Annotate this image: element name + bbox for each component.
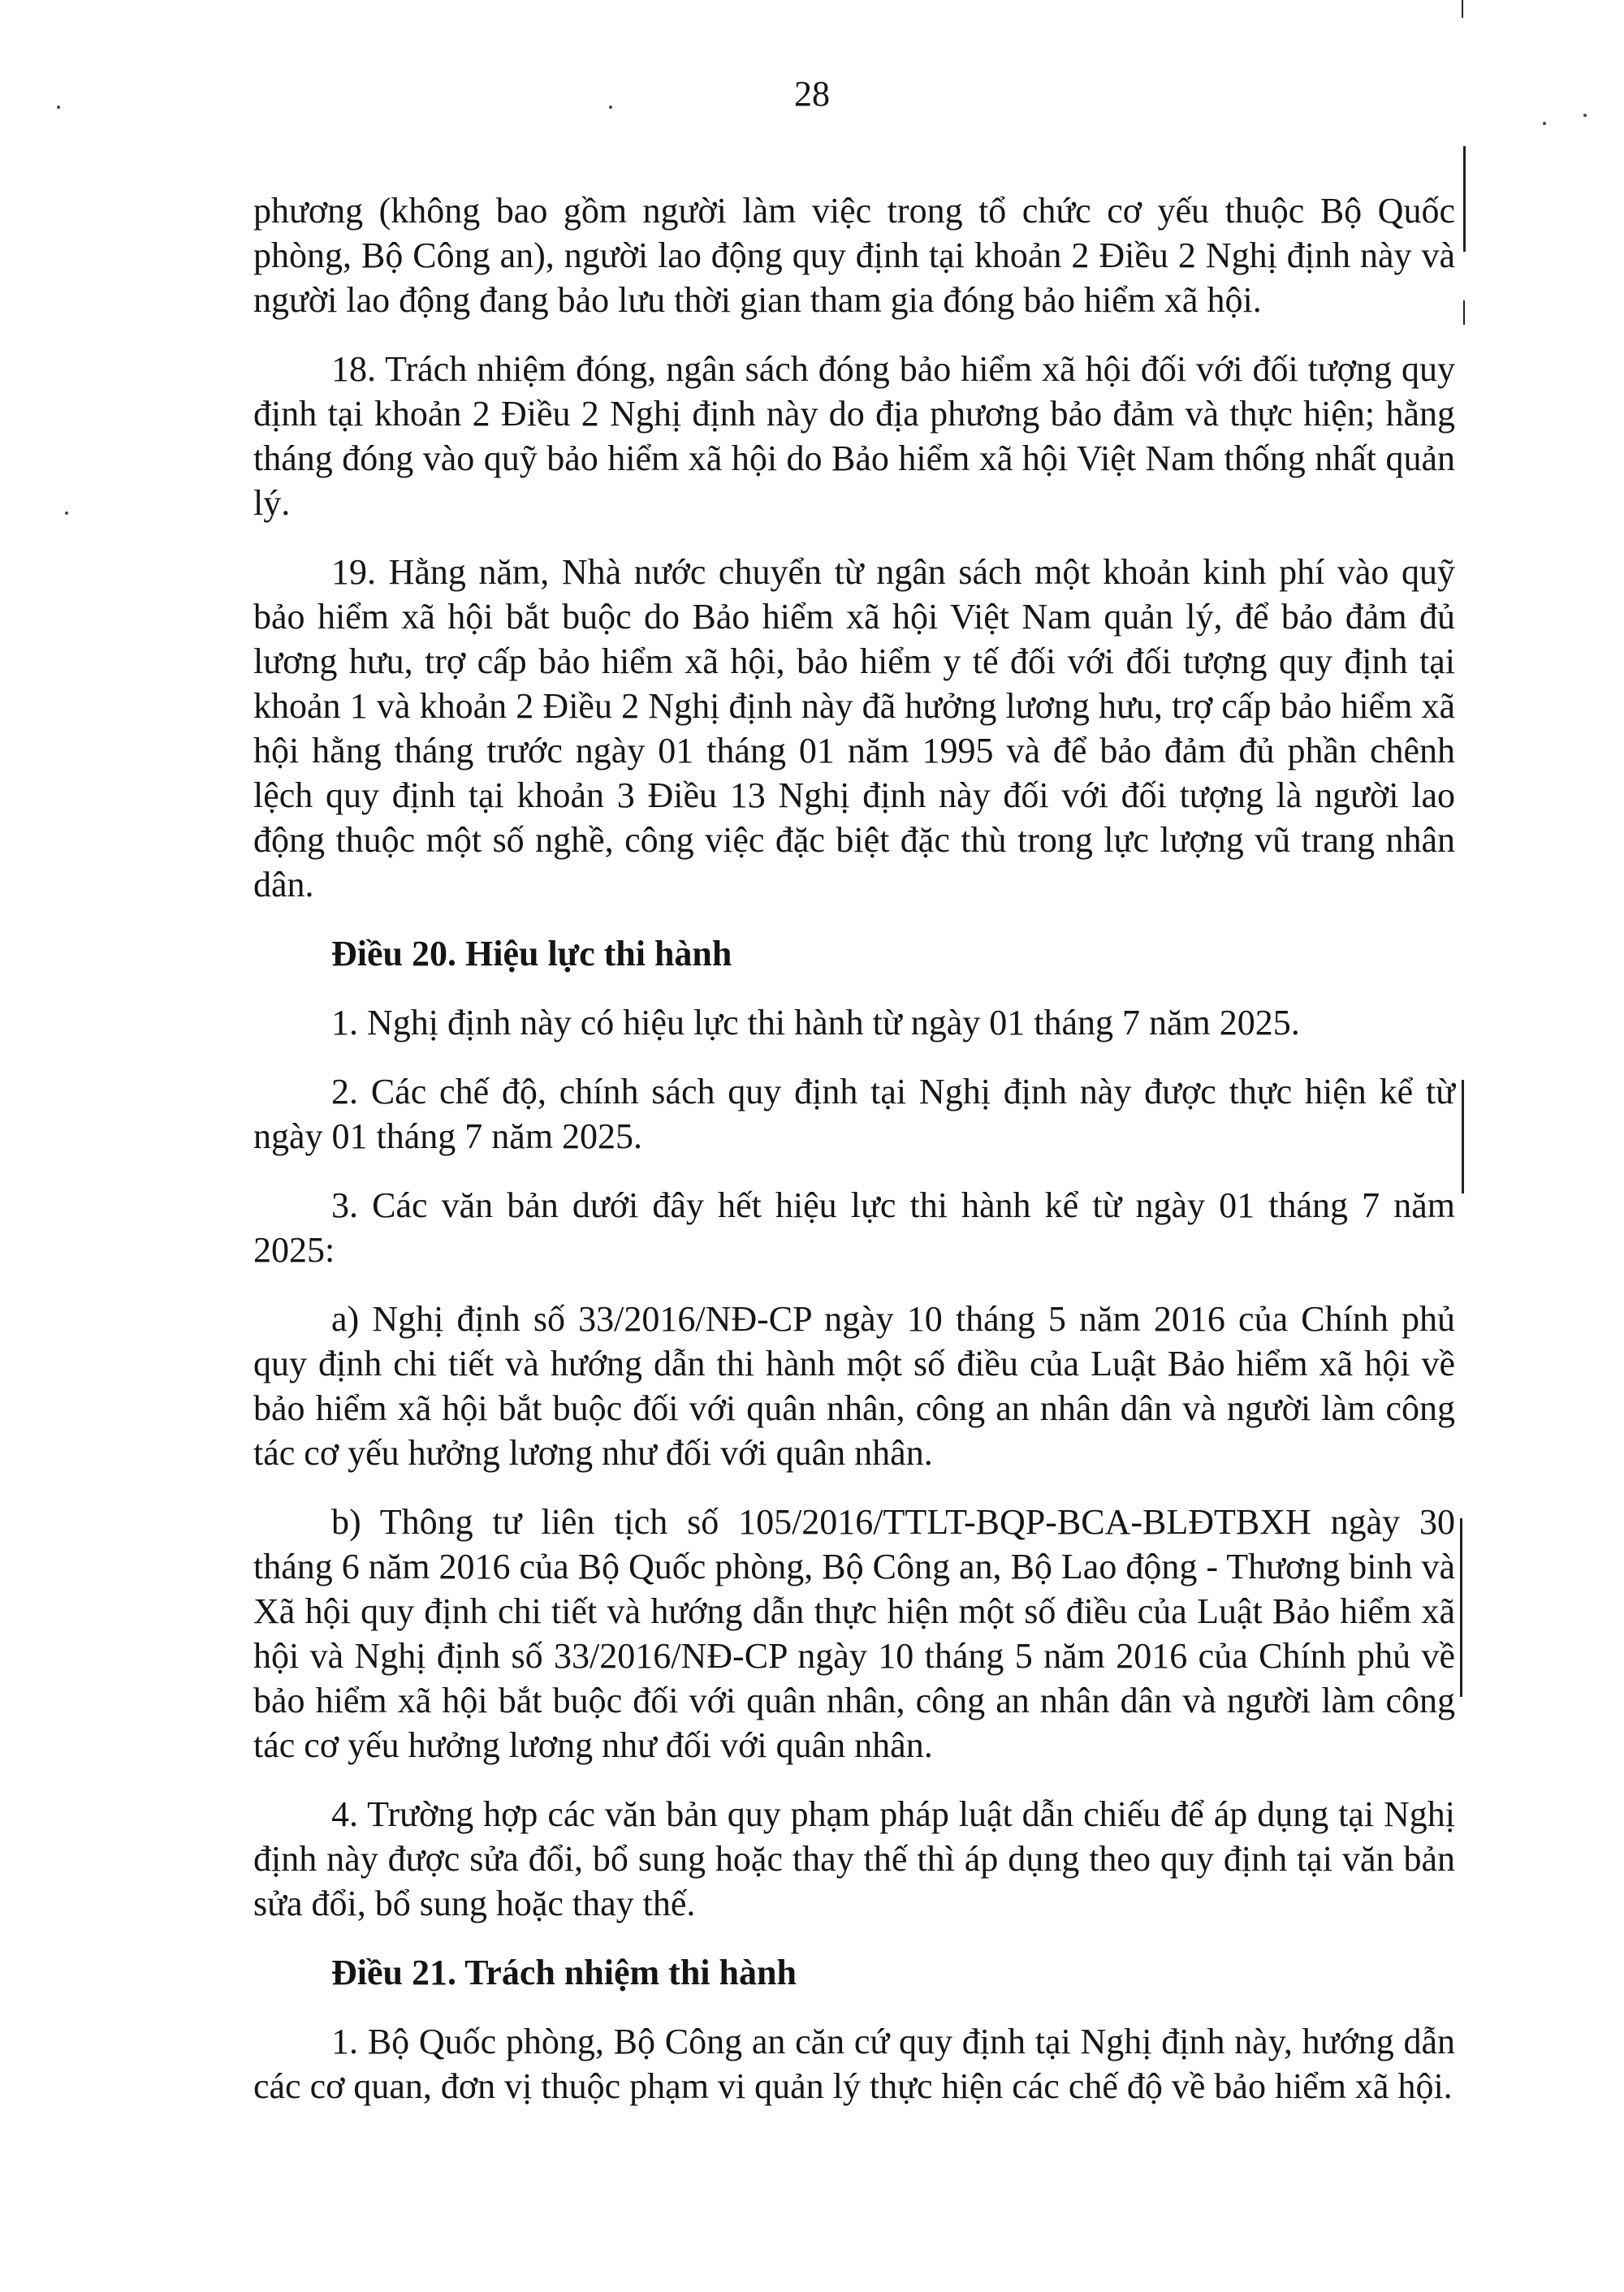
article-20-item-1: 1. Nghị định này có hiệu lực thi hành từ ngày 01 tháng 7 năm 2025. bbox=[331, 1003, 1300, 1042]
article-20-item-3b: b) Thông tư liên tịch số 105/2016/TTLT-BQP-BCA-BLĐTBXH ngày 30 tháng 6 năm 2016 của Bộ Quốc phòng, Bộ Công an, Bộ Lao động - Thương binh và Xã hội quy định chi tiết và hướng dẫn thực hiện một số điều của Luật Bảo hiểm xã hội và Nghị định số 33/2016/NĐ-CP ngày 10 tháng 5 năm 2016 của Chính phủ về bảo hiểm xã hội bắt buộc đối với quân nhân, công an nhân dân và người làm công tác cơ yếu hưởng lương như đối với quân nhân. bbox=[253, 1502, 1455, 1765]
article-21-heading: Điều 21. Trách nhiệm thi hành bbox=[331, 1953, 797, 1992]
paragraph-item-19: 19. Hằng năm, Nhà nước chuyển từ ngân sách một khoản kinh phí vào quỹ bảo hiểm xã hội bắt buộc do Bảo hiểm xã hội Việt Nam quản lý, để bảo đảm đủ lương hưu, trợ cấp bảo hiểm xã hội, bảo hiểm y tế đối với đối tượng quy định tại khoản 1 và khoản 2 Điều 2 Nghị định này đã hưởng lương hưu, trợ cấp bảo hiểm xã hội hằng tháng trước ngày 01 tháng 01 năm 1995 và để bảo đảm đủ phần chênh lệch quy định tại khoản 3 Điều 13 Nghị định này đối với đối tượng là người lao động thuộc một số nghề, công việc đặc biệt đặc thù trong lực lượng vũ trang nhân dân. bbox=[253, 552, 1455, 904]
article-20-item-4: 4. Trường hợp các văn bản quy phạm pháp luật dẫn chiếu để áp dụng tại Nghị định này được sửa đổi, bổ sung hoặc thay thế thì áp dụng theo quy định tại văn bản sửa đổi, bổ sung hoặc thay thế. bbox=[253, 1794, 1455, 1923]
scan-speck bbox=[609, 106, 612, 109]
scan-edge-line bbox=[1460, 1518, 1462, 1697]
document-body bbox=[253, 188, 1455, 2133]
article-20-item-3: 3. Các văn bản dưới đây hết hiệu lực thi hành kể từ ngày 01 tháng 7 năm 2025: bbox=[253, 1185, 1455, 1270]
scan-speck bbox=[65, 511, 68, 515]
scan-speck bbox=[1583, 114, 1587, 117]
scan-edge-line bbox=[1463, 300, 1465, 325]
scan-edge-line bbox=[1462, 1080, 1464, 1193]
paragraph-item-18: 18. Trách nhiệm đóng, ngân sách đóng bảo hiểm xã hội đối với đối tượng quy định tại khoản 2 Điều 2 Nghị định này do địa phương bảo đảm và thực hiện; hằng tháng đóng vào quỹ bảo hiểm xã hội do Bảo hiểm xã hội Việt Nam thống nhất quản lý. bbox=[253, 349, 1455, 523]
scan-edge-line bbox=[1463, 146, 1466, 252]
scan-speck bbox=[57, 106, 60, 109]
article-20-item-3a: a) Nghị định số 33/2016/NĐ-CP ngày 10 tháng 5 năm 2016 của Chính phủ quy định chi tiết và hướng dẫn thi hành một số điều của Luật Bảo hiểm xã hội về bảo hiểm xã hội bắt buộc đối với quân nhân, công an nhân dân và người làm công tác cơ yếu hưởng lương như đối với quân nhân. bbox=[253, 1299, 1455, 1473]
article-21-item-1: 1. Bộ Quốc phòng, Bộ Công an căn cứ quy định tại Nghị định này, hướng dẫn các cơ quan, đơn vị thuộc phạm vi quản lý thực hiện các chế độ về bảo hiểm xã hội. bbox=[253, 2022, 1455, 2106]
page-number: 28 bbox=[794, 74, 830, 114]
scan-edge-line bbox=[1462, 0, 1463, 18]
paragraph-continuation: phương (không bao gồm người làm việc trong tổ chức cơ yếu thuộc Bộ Quốc phòng, Bộ Công an), người lao động quy định tại khoản 2 Điều 2 Nghị định này và người lao động đang bảo lưu thời gian tham gia đóng bảo hiểm xã hội. bbox=[253, 191, 1455, 320]
article-20-heading: Điều 20. Hiệu lực thi hành bbox=[331, 934, 732, 973]
scan-speck bbox=[1543, 122, 1546, 125]
article-20-item-2: 2. Các chế độ, chính sách quy định tại Nghị định này được thực hiện kể từ ngày 01 tháng 7 năm 2025. bbox=[253, 1072, 1455, 1156]
